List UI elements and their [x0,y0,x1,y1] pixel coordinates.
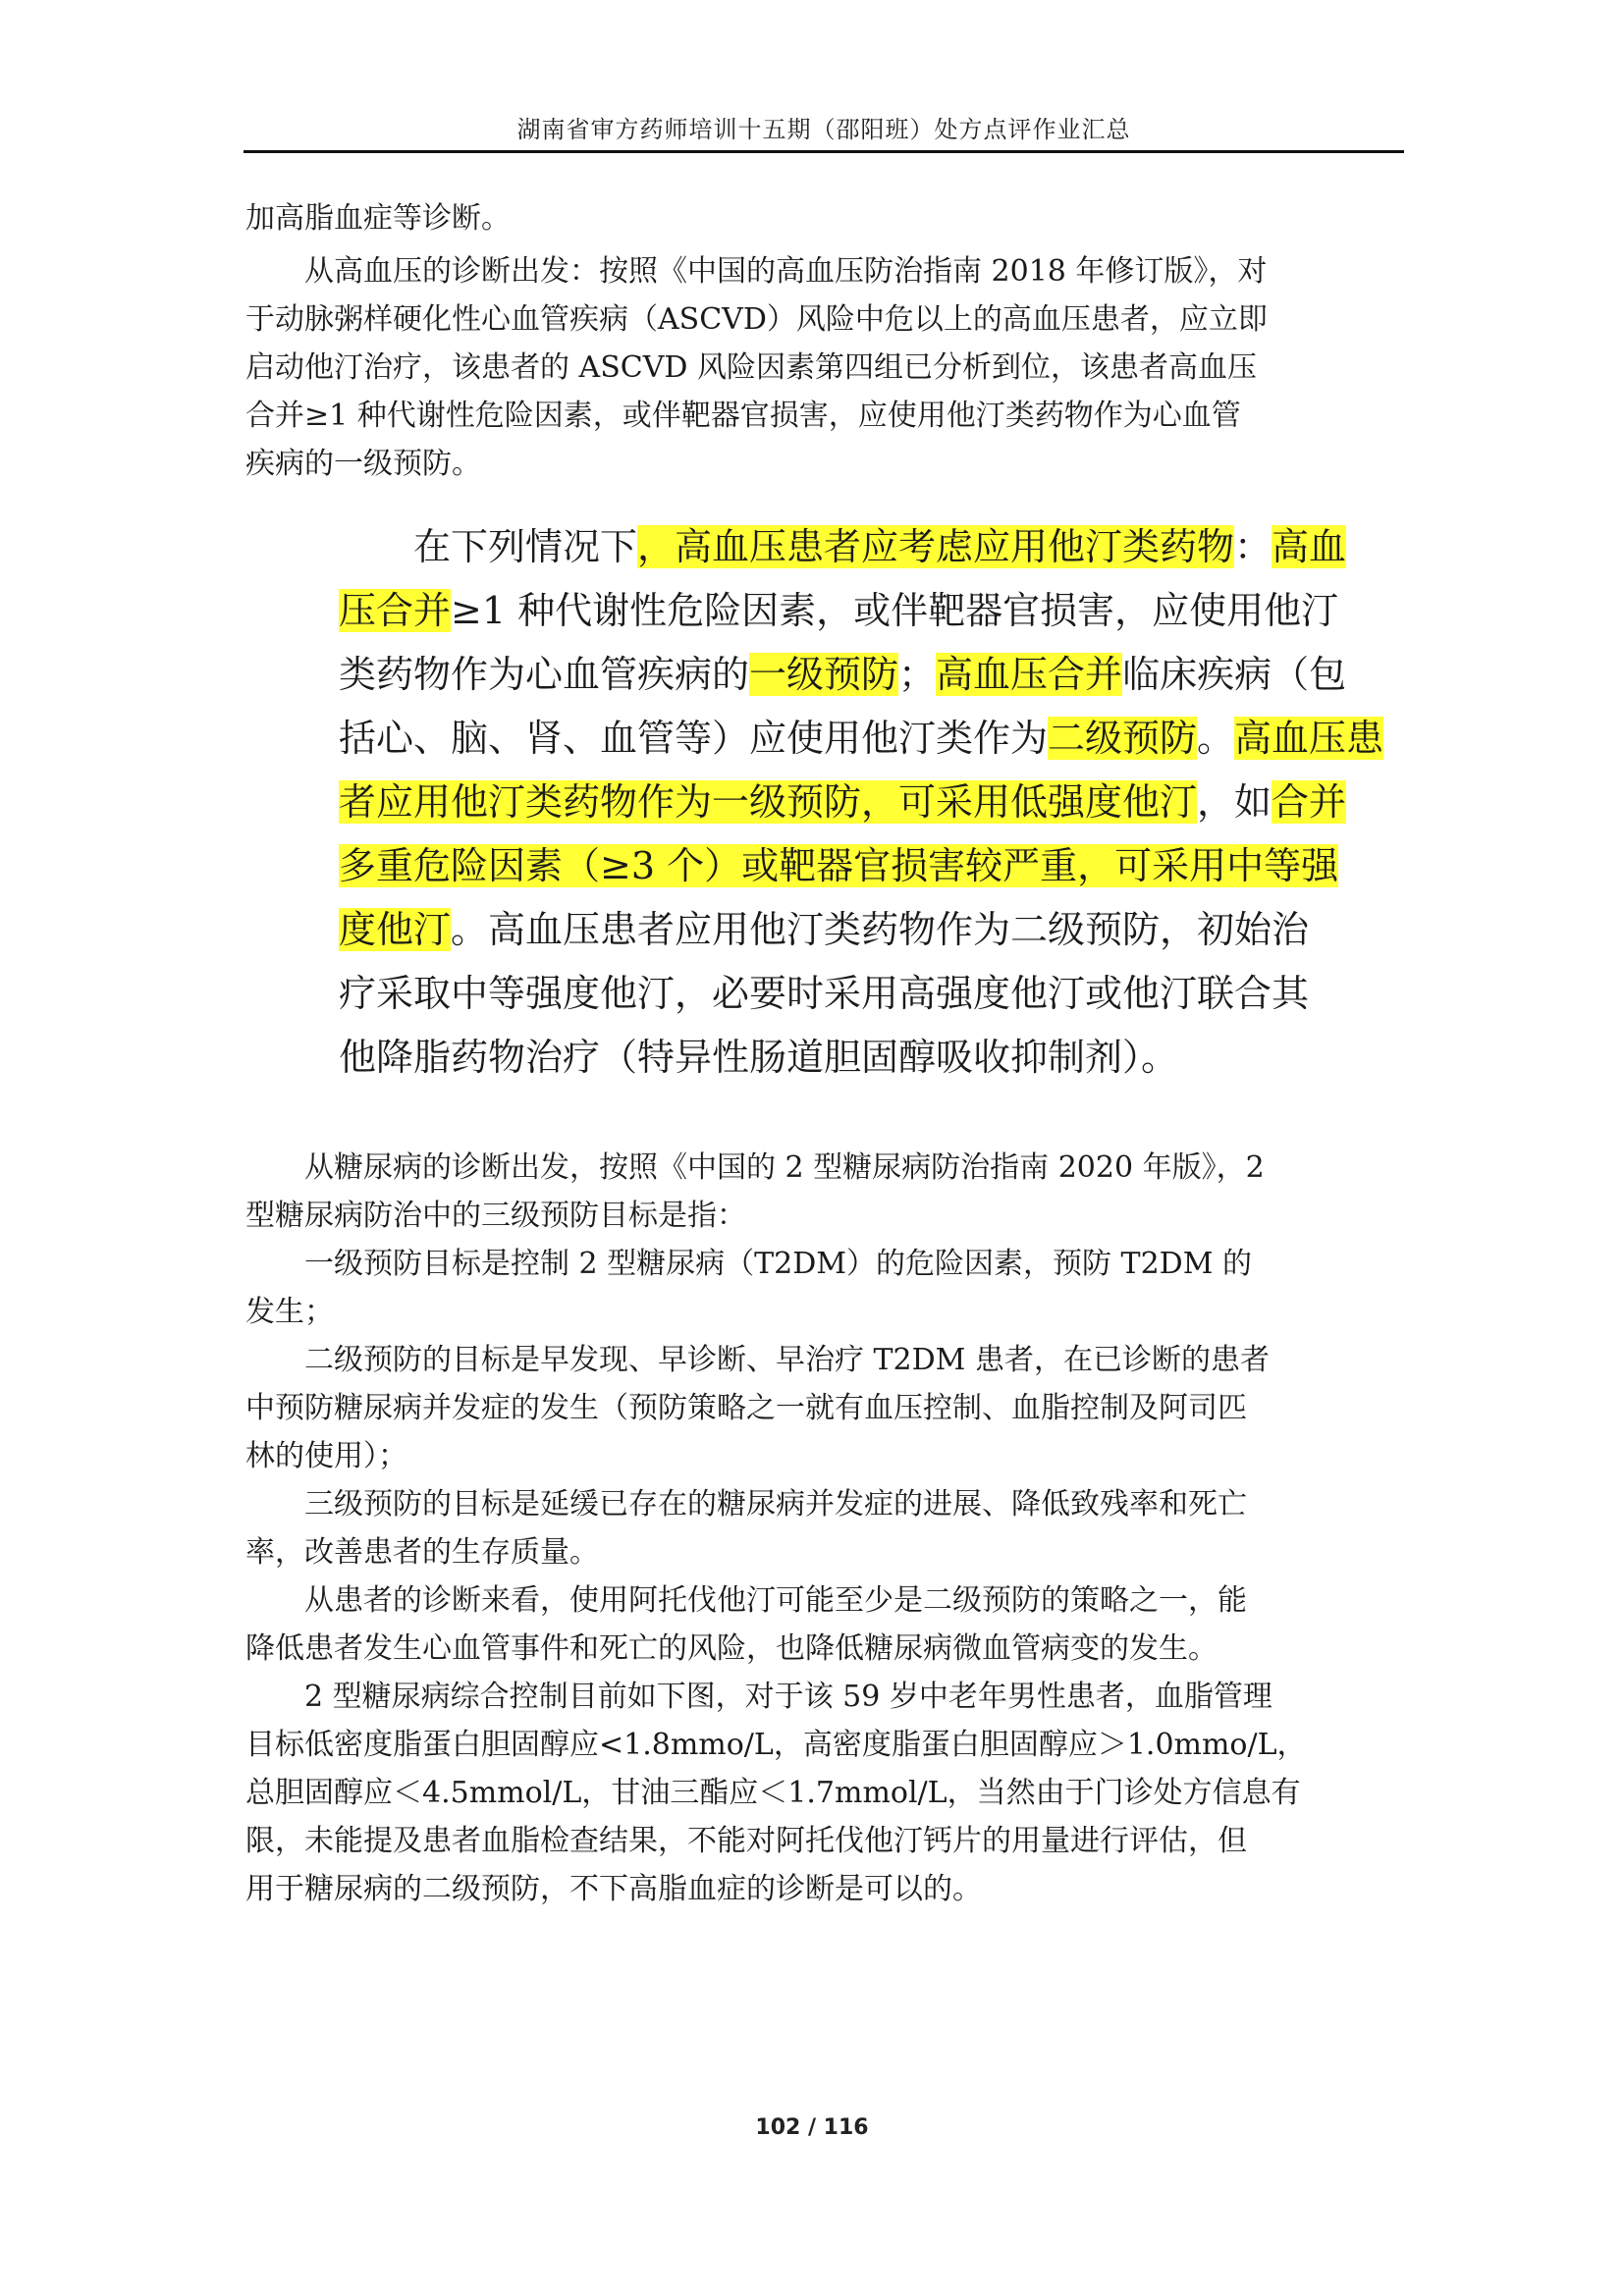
excerpt-line: 者应用他汀类药物作为一级预防，可采用低强度他汀，如合并 [339,780,1347,824]
highlight: 合并 [1272,780,1347,824]
text-line: 率，改善患者的生存质量。 [245,1535,599,1570]
highlight: 高血压患 [1234,717,1384,760]
text-line: 林的使用）； [245,1439,407,1473]
highlight: 者应用他汀类药物作为一级预防，可采用低强度他汀 [339,780,1198,824]
text-line: 加高脂血症等诊断。 [245,201,511,236]
excerpt-line: 疗采取中等强度他汀，必要时采用高强度他汀或他汀联合其 [339,972,1310,1015]
highlight: 多重危险因素（≥3 个）或靶器官损害较严重，可采用中等强 [339,844,1339,887]
excerpt-line: 类药物作为心血管疾病的一级预防；高血压合并临床疾病（包 [339,653,1347,696]
excerpt-line: 压合并≥1 种代谢性危险因素，或伴靶器官损害，应使用他汀 [339,589,1339,632]
text-line: 从患者的诊断来看，使用阿托伐他汀可能至少是二级预防的策略之一，能 [245,1583,1247,1618]
excerpt-line: 他降脂药物治疗（特异性肠道胆固醇吸收抑制剂）。 [339,1036,1179,1079]
text-line: 限，未能提及患者血脂检查结果，不能对阿托伐他汀钙片的用量进行评估，但 [245,1824,1247,1858]
paragraph-secondary-prevention [245,1336,1380,1480]
text-line: 2 型糖尿病综合控制目前如下图，对于该 59 岁中老年男性患者，血脂管理 [245,1680,1272,1714]
text-line: 三级预防的目标是延缓已存在的糖尿病并发症的进展、降低致残率和死亡 [245,1487,1247,1522]
paragraph-diabetes-guideline [245,1144,1380,1240]
header-rule [244,150,1404,153]
highlight: 二级预防 [1048,717,1198,760]
text-line: 启动他汀治疗，该患者的 ASCVD 风险因素第四组已分析到位，该患者高血压 [245,350,1257,385]
paragraph-lipid-targets [245,1673,1380,1913]
text-line: 降低患者发生心血管事件和死亡的风险，也降低糖尿病微血管病变的发生。 [245,1631,1218,1666]
text-line: 发生； [245,1295,334,1329]
text-line: 一级预防目标是控制 2 型糖尿病（T2DM）的危险因素，预防 T2DM 的 [245,1247,1252,1281]
text-line: 用于糖尿病的二级预防，不下高脂血症的诊断是可以的。 [245,1872,982,1906]
excerpt-line: 在下列情况下，高血压患者应考虑应用他汀类药物：高血 [413,525,1347,568]
excerpt-line: 度他汀。高血压患者应用他汀类药物作为二级预防，初始治 [339,908,1310,951]
text-line: 于动脉粥样硬化性心血管疾病（ASCVD）风险中危以上的高血压患者，应立即 [245,302,1268,337]
text-line: 合并≥1 种代谢性危险因素，或伴靶器官损害，应使用他汀类药物作为心血管 [245,399,1241,433]
highlight: 高血 [1272,525,1347,568]
paragraph-hypertension [245,247,1380,488]
excerpt-line: 括心、脑、肾、血管等）应使用他汀类作为二级预防。高血压患 [339,717,1384,760]
paragraph-intro [245,194,1380,242]
running-header: 湖南省审方药师培训十五期（邵阳班）处方点评作业汇总 [516,116,1131,143]
text-line: 二级预防的目标是早发现、早诊断、早治疗 T2DM 患者，在已诊断的患者 [245,1343,1270,1377]
paragraph-patient-diagnosis [245,1576,1380,1673]
text-line: 目标低密度脂蛋白胆固醇应<1.8mmo/L，高密度脂蛋白胆固醇应＞1.0mmo/L， [245,1728,1307,1762]
text-line: 总胆固醇应＜4.5mmol/L，甘油三酯应＜1.7mmol/L，当然由于门诊处方信息有 [245,1776,1301,1810]
paragraph-primary-prevention [245,1240,1380,1336]
text-line: 疾病的一级预防。 [245,447,481,481]
page-number: 102 / 116 [755,2115,869,2140]
text-line: 从高血压的诊断出发：按照《中国的高血压防治指南 2018 年修订版》，对 [245,254,1268,289]
highlight: ，高血压患者应考虑应用他汀类药物 [637,525,1235,568]
highlight: 度他汀 [339,908,452,951]
text-line: 从糖尿病的诊断出发，按照《中国的 2 型糖尿病防治指南 2020 年版》，2 [245,1150,1265,1185]
text-line: 中预防糖尿病并发症的发生（预防策略之一就有血压控制、血脂控制及阿司匹 [245,1391,1247,1425]
highlight: 高血压合并 [936,653,1123,696]
guideline-excerpt [339,515,1448,1090]
highlight: 压合并 [339,589,452,632]
text-line: 型糖尿病防治中的三级预防目标是指： [245,1199,746,1233]
paragraph-tertiary-prevention [245,1480,1380,1576]
highlight: 一级预防 [749,653,899,696]
excerpt-line [339,834,1448,898]
